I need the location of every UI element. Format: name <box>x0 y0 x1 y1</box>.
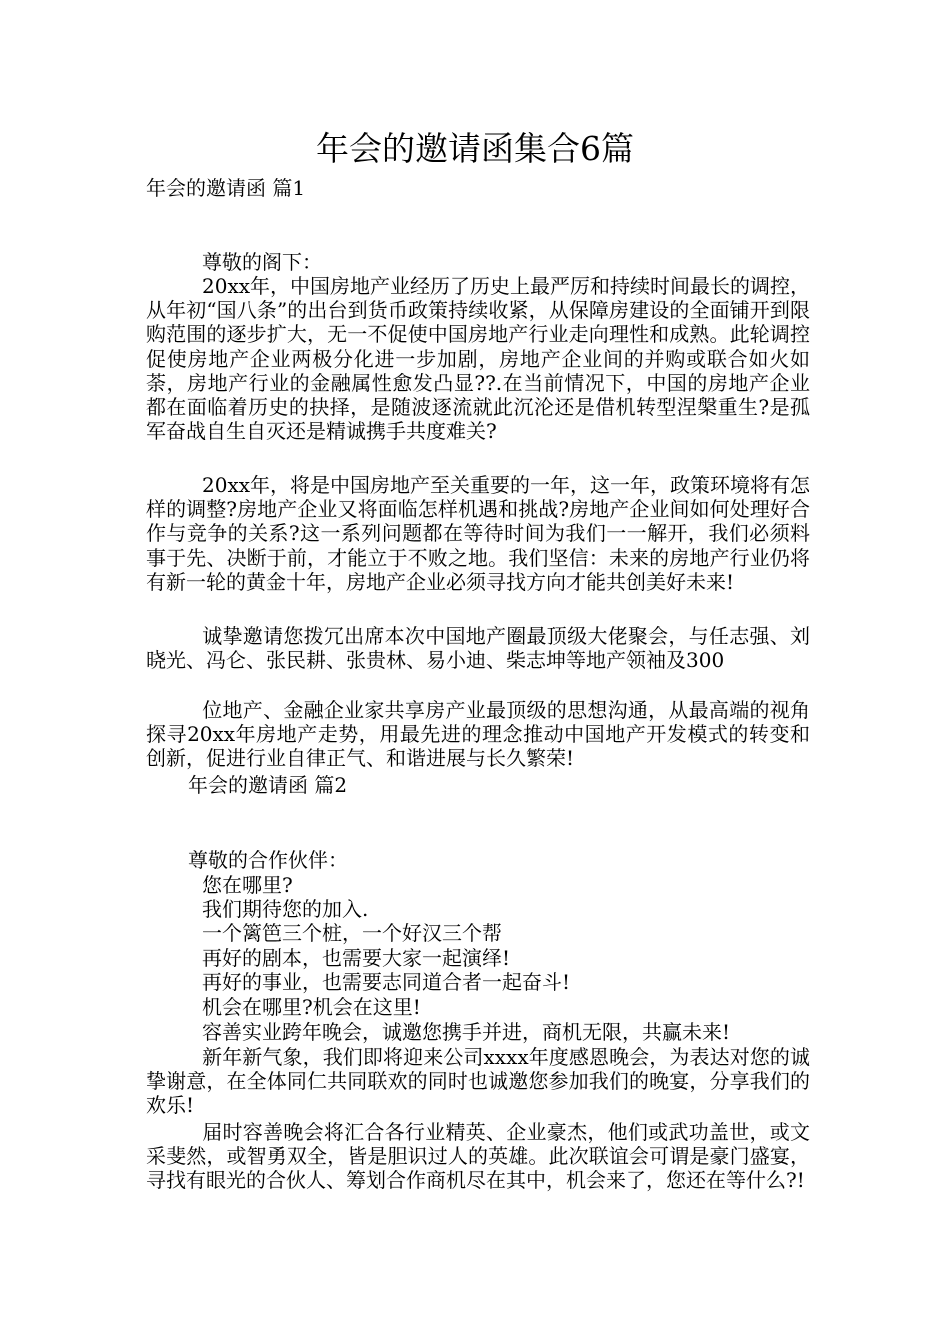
section1-paragraph-1: 20xx年，中国房地产业经历了历史上最严厉和持续时间最长的调控，从年初“国八条”的出台到货币政策持续收紧，从保障房建设的全面铺开到限购范围的逐步扩大，无一不促使中国房地产行业走向理性和成熟。此轮调控促使房地产企业两极分化进一步加剧，房地产企业间的并购或联合如火如荼，房地产行业的金融属性愈发凸显??.在当前情况下，中国的房地产企业都在面临着历史的抉择，是随波逐流就此沉沦还是借机转型涅槃重生?是孤军奋战自生自灭还是精诚携手共度难关? <box>146 274 811 444</box>
section2-line: 您在哪里? <box>202 873 293 897</box>
section1-paragraph-4: 位地产、金融企业家共享房产业最顶级的思想沟通，从最高端的视角探寻20xx年房地产走势，用最先进的理念推动中国地产开发模式的转变和创新，促进行业自律正气、和谐进展与长久繁荣! <box>146 698 810 771</box>
section1-heading: 年会的邀请函 篇1 <box>146 176 306 200</box>
section1-salutation: 尊敬的阁下： <box>202 250 322 274</box>
section2-paragraph-2: 届时容善晚会将汇合各行业精英、企业豪杰，他们或武功盖世，或文采斐然，或智勇双全，皆是胆识过人的英雄。此次联谊会可谓是豪门盛宴，寻找有眼光的合伙人、筹划合作商机尽在其中，机会来了，您还在等什么?! <box>146 1120 810 1193</box>
section2-paragraph-1: 新年新气象，我们即将迎来公司xxxx年度感恩晚会，为表达对您的诚挚谢意，在全体同仁共同联欢的同时也诚邀您参加我们的晚宴，分享我们的欢乐! <box>146 1045 810 1118</box>
section2-heading: 年会的邀请函 篇2 <box>188 773 348 797</box>
section1-paragraph-2: 20xx年，将是中国房地产至关重要的一年，这一年，政策环境将有怎样的调整?房地产企业又将面临怎样机遇和挑战?房地产企业间如何处理好合作与竞争的关系?这一系列问题都在等待时间为我们一一解开，我们必须料事于先、决断于前，才能立于不败之地。我们坚信：未来的房地产行业仍将有新一轮的黄金十年，房地产企业必须寻找方向才能共创美好未来! <box>146 473 811 594</box>
section2-line: 一个篱笆三个桩，一个好汉三个帮 <box>202 921 502 945</box>
section1-paragraph-3: 诚挚邀请您拨冗出席本次中国地产圈最顶级大佬聚会，与任志强、刘晓光、冯仑、张民耕、张贵林、易小迪、柴志坤等地产领袖及300 <box>146 624 810 673</box>
section2-line: 再好的剧本，也需要大家一起演绎! <box>202 946 511 970</box>
document-title: 年会的邀请函集合6篇 <box>316 129 634 168</box>
section2-salutation: 尊敬的合作伙伴： <box>188 848 348 872</box>
section2-line: 我们期待您的加入. <box>202 897 369 921</box>
section2-line: 再好的事业，也需要志同道合者一起奋斗! <box>202 970 571 994</box>
section2-line: 容善实业跨年晚会，诚邀您携手并进，商机无限，共赢未来! <box>202 1020 731 1044</box>
section2-line: 机会在哪里?机会在这里! <box>202 995 421 1019</box>
